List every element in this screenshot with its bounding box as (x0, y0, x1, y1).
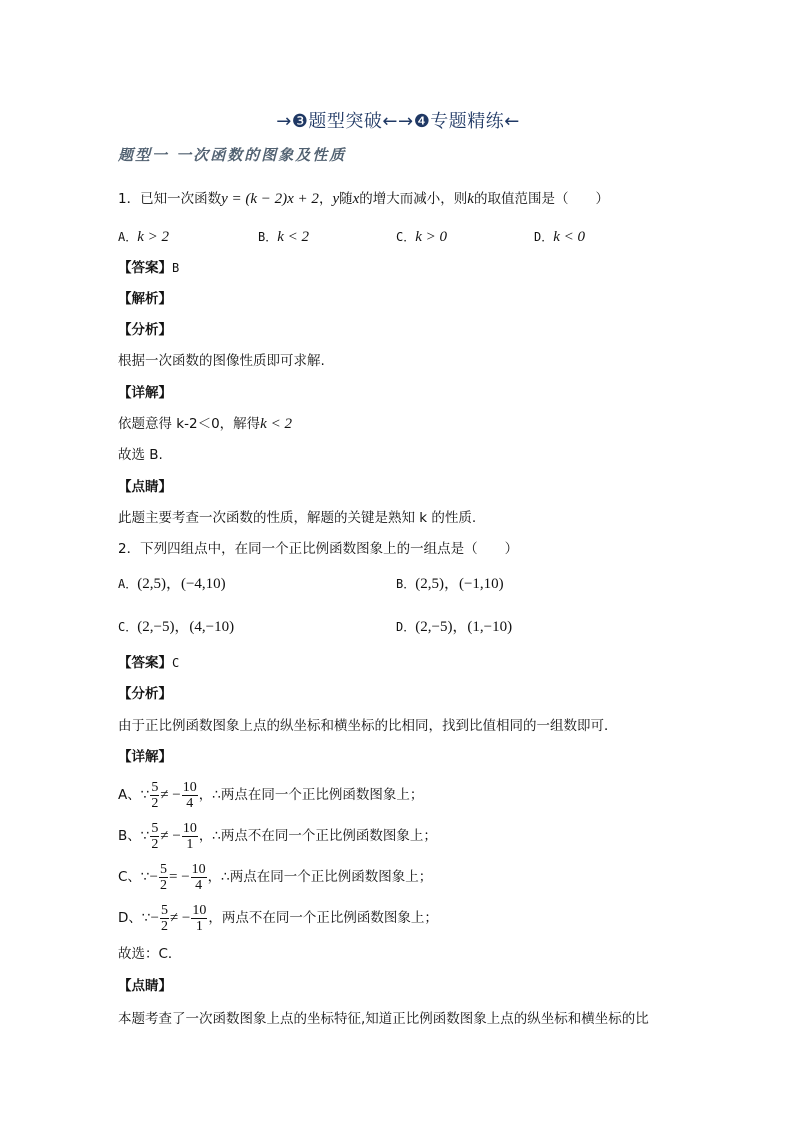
detail-formula: k < 2 (260, 416, 292, 432)
q2-detail-tag: 【详解】 (118, 749, 172, 765)
q1-var-k: k (467, 191, 474, 207)
q2-choice: 故选：C． (118, 946, 182, 962)
q1-option-b (258, 228, 309, 246)
option-label: B． (258, 230, 278, 244)
q1-option-a (118, 228, 169, 246)
q1-stem-c: 随 (339, 191, 353, 207)
detail-text: ，∴两点在同一个正比例函数图象上； (207, 869, 433, 885)
page-title: →❸题型突破←→❹专题精练← (276, 111, 520, 132)
q1-stem (118, 190, 609, 208)
q2-option-d (396, 618, 512, 636)
option-value: (2,5)，(−4,10) (137, 576, 226, 592)
q1-stem-b: ， (318, 191, 333, 207)
q1-fenxi-tag: 【分析】 (118, 322, 172, 338)
detail-text: ，∴两点不在同一个正比例函数图象上； (198, 828, 437, 844)
relation: = − (168, 869, 190, 885)
numerator: 5 (160, 902, 168, 918)
lhs-sign: − (149, 869, 158, 885)
q1-answer (118, 259, 179, 277)
q1-comment: 此题主要考查一次函数的性质，解题的关键是熟知 k 的性质. (118, 510, 477, 526)
relation: ≠ − (169, 910, 191, 926)
q2-detail-c (118, 857, 432, 897)
q1-detail-tag: 【详解】 (118, 385, 172, 401)
q2-fenxi: 由于正比例函数图象上点的纵坐标和横坐标的比相同，找到比值相同的一组数即可． (118, 718, 618, 734)
lhs-fraction (160, 903, 169, 934)
option-label: D． (534, 230, 554, 244)
q2-detail-b (118, 816, 437, 856)
numerator: 5 (151, 820, 159, 836)
q1-option-d (534, 228, 585, 246)
denominator: 4 (186, 795, 194, 811)
numerator: 10 (192, 902, 207, 918)
option-label: C． (118, 620, 138, 634)
lhs-sign: − (150, 910, 159, 926)
relation: ≠ − (160, 828, 181, 844)
q1-var-y: y (332, 191, 340, 207)
q2-answer (118, 654, 179, 672)
detail-prefix: A、∵ (118, 787, 150, 803)
denominator: 1 (186, 836, 194, 852)
q2-option-c (118, 618, 234, 636)
detail-text: 依题意得 k-2＜0，解得 (118, 416, 261, 432)
option-label: B． (396, 577, 416, 591)
detail-text: ，∴两点在同一个正比例函数图象上； (198, 787, 424, 803)
numerator: 10 (191, 861, 206, 877)
numerator: 5 (151, 779, 159, 795)
q2-option-b (396, 575, 504, 593)
detail-prefix: C、∵ (118, 869, 150, 885)
q1-option-c (396, 228, 447, 246)
q2-comment: 本题考查了一次函数图象上点的坐标特征,知道正比例函数图象上点的纵坐标和横坐标的比 (118, 1011, 649, 1027)
option-value: k < 0 (553, 229, 586, 245)
option-value: (2,−5)，(1,−10) (415, 619, 513, 635)
detail-text: ，两点不在同一个正比例函数图象上； (208, 910, 438, 926)
lhs-fraction (159, 862, 168, 893)
option-value: k > 0 (415, 229, 448, 245)
rhs-fraction (191, 862, 207, 893)
q1-analysis-tag: 【解析】 (118, 291, 172, 307)
q2-fenxi-tag: 【分析】 (118, 686, 172, 702)
rhs-fraction (191, 903, 207, 934)
numerator: 5 (159, 861, 167, 877)
q2-stem: 2．下列四组点中，在同一个正比例函数图象上的一组点是（ ） (118, 541, 519, 557)
answer-value: B (172, 261, 180, 275)
numerator: 10 (182, 820, 197, 836)
denominator: 4 (195, 877, 203, 893)
q1-var-x: x (352, 191, 360, 207)
denominator: 2 (151, 795, 159, 811)
q2-detail-d (118, 898, 438, 938)
denominator: 2 (151, 836, 159, 852)
rhs-fraction (182, 821, 198, 852)
option-label: A． (118, 230, 138, 244)
q2-options-row2 (118, 618, 678, 640)
q2-options-row1 (118, 575, 678, 597)
q2-option-a (118, 575, 226, 593)
denominator: 2 (159, 877, 167, 893)
q1-fenxi: 根据一次函数的图像性质即可求解. (118, 353, 325, 369)
section-title: 题型一 一次函数的图象及性质 (118, 146, 347, 164)
denominator: 2 (160, 918, 168, 934)
answer-tag: 【答案】 (118, 655, 172, 671)
option-value: k > 2 (137, 229, 170, 245)
q2-detail-a (118, 775, 423, 815)
q1-options (118, 228, 678, 248)
option-label: D． (396, 620, 416, 634)
detail-prefix: B、∵ (118, 828, 150, 844)
q1-choice: 故选 B. (118, 447, 163, 463)
q1-stem-d: 的增大而减小，则 (359, 191, 468, 207)
q1-stem-a: 1．已知一次函数 (118, 191, 222, 207)
option-label: A． (118, 577, 138, 591)
numerator: 10 (182, 779, 197, 795)
q1-formula: y = (k − 2)x + 2 (221, 191, 319, 207)
lhs-fraction (150, 821, 159, 852)
q1-detail (118, 415, 292, 433)
option-value: (2,5)，(−1,10) (415, 576, 504, 592)
answer-tag: 【答案】 (118, 260, 172, 276)
option-label: C． (396, 230, 416, 244)
relation: ≠ − (160, 787, 181, 803)
option-value: k < 2 (277, 229, 310, 245)
rhs-fraction (182, 780, 198, 811)
denominator: 1 (195, 918, 203, 934)
option-value: (2,−5)，(4,−10) (137, 619, 235, 635)
q1-stem-e: 的取值范围是（ ） (473, 191, 609, 207)
detail-prefix: D、∵ (118, 910, 151, 926)
lhs-fraction (150, 780, 159, 811)
q1-comment-tag: 【点睛】 (118, 479, 172, 495)
q2-comment-tag: 【点睛】 (118, 978, 172, 994)
answer-value: C (172, 656, 180, 670)
